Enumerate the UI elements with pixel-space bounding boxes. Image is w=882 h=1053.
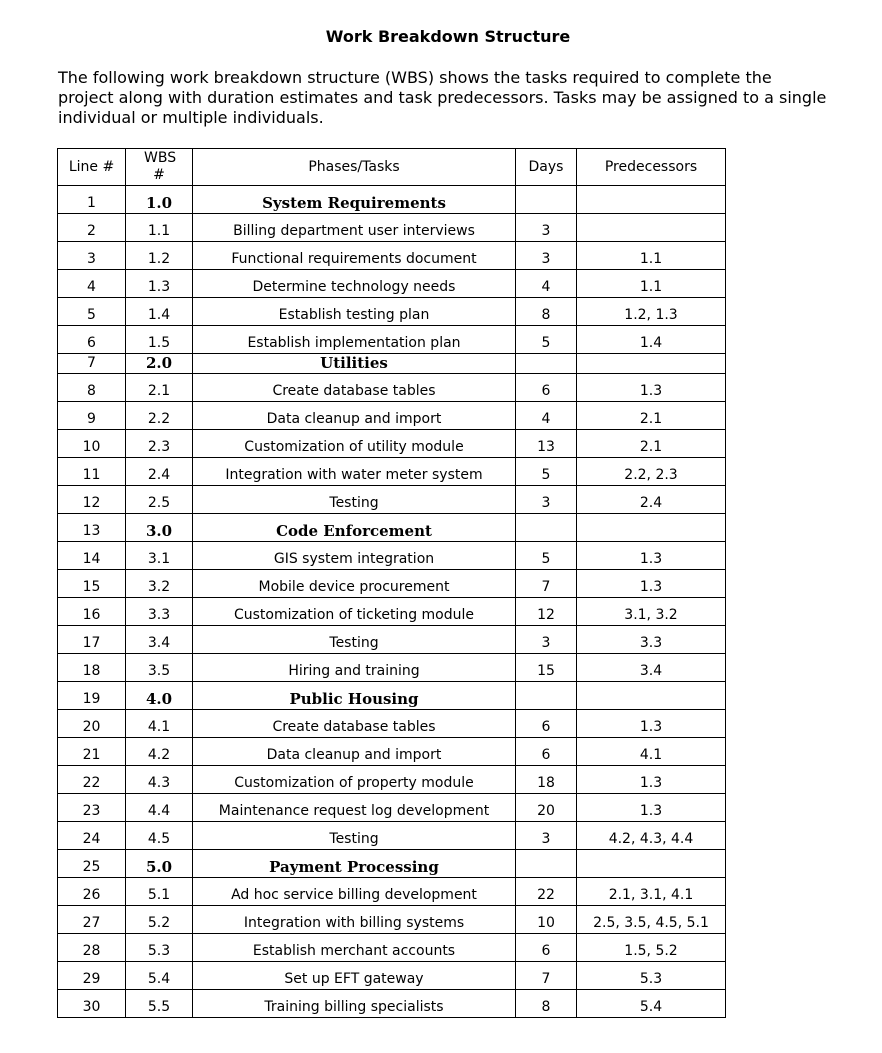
predecessors-cell: 1.1 bbox=[577, 242, 726, 270]
predecessors-cell: 1.1 bbox=[577, 270, 726, 298]
task-row bbox=[58, 486, 726, 514]
predecessors-cell: 2.1, 3.1, 4.1 bbox=[577, 878, 726, 906]
wbs-number-cell: 1.4 bbox=[126, 298, 193, 326]
predecessors-cell bbox=[577, 850, 726, 878]
task-row bbox=[58, 962, 726, 990]
predecessors-cell bbox=[577, 682, 726, 710]
days-cell: 8 bbox=[516, 990, 577, 1018]
line-number-cell: 18 bbox=[58, 654, 126, 682]
days-cell: 5 bbox=[516, 458, 577, 486]
task-row bbox=[58, 766, 726, 794]
days-cell: 18 bbox=[516, 766, 577, 794]
predecessors-cell: 1.3 bbox=[577, 794, 726, 822]
line-number-cell: 14 bbox=[58, 542, 126, 570]
wbs-number-cell: 5.3 bbox=[126, 934, 193, 962]
task-row bbox=[58, 878, 726, 906]
task-name-cell: Integration with billing systems bbox=[193, 906, 516, 934]
wbs-table bbox=[57, 148, 726, 1018]
days-cell bbox=[516, 354, 577, 374]
line-number-cell: 25 bbox=[58, 850, 126, 878]
predecessors-cell: 3.1, 3.2 bbox=[577, 598, 726, 626]
task-name-cell: Data cleanup and import bbox=[193, 402, 516, 430]
days-cell: 10 bbox=[516, 906, 577, 934]
line-number-cell: 21 bbox=[58, 738, 126, 766]
line-number-cell: 27 bbox=[58, 906, 126, 934]
days-cell bbox=[516, 850, 577, 878]
task-row bbox=[58, 598, 726, 626]
phase-row bbox=[58, 354, 726, 374]
predecessors-cell: 2.1 bbox=[577, 430, 726, 458]
task-name-cell: System Requirements bbox=[193, 186, 516, 214]
task-name-cell: Training billing specialists bbox=[193, 990, 516, 1018]
task-row bbox=[58, 430, 726, 458]
line-number-cell: 4 bbox=[58, 270, 126, 298]
header-row bbox=[58, 149, 726, 186]
line-number-cell: 12 bbox=[58, 486, 126, 514]
predecessors-cell: 2.4 bbox=[577, 486, 726, 514]
predecessors-cell: 1.3 bbox=[577, 570, 726, 598]
wbs-number-cell: 5.1 bbox=[126, 878, 193, 906]
days-cell: 4 bbox=[516, 270, 577, 298]
phase-row bbox=[58, 850, 726, 878]
days-cell: 6 bbox=[516, 934, 577, 962]
line-number-cell: 6 bbox=[58, 326, 126, 354]
predecessors-cell: 1.5, 5.2 bbox=[577, 934, 726, 962]
wbs-number-cell: 4.5 bbox=[126, 822, 193, 850]
line-number-cell: 19 bbox=[58, 682, 126, 710]
days-cell bbox=[516, 514, 577, 542]
task-name-cell: Ad hoc service billing development bbox=[193, 878, 516, 906]
task-row bbox=[58, 402, 726, 430]
task-row bbox=[58, 738, 726, 766]
wbs-number-cell: 2.0 bbox=[126, 354, 193, 374]
wbs-number-cell: 1.0 bbox=[126, 186, 193, 214]
predecessors-cell: 3.3 bbox=[577, 626, 726, 654]
header-wbs-number bbox=[126, 149, 193, 186]
task-row bbox=[58, 326, 726, 354]
phase-row bbox=[58, 682, 726, 710]
predecessors-cell bbox=[577, 214, 726, 242]
task-row bbox=[58, 990, 726, 1018]
task-name-cell: Maintenance request log development bbox=[193, 794, 516, 822]
predecessors-cell: 1.3 bbox=[577, 710, 726, 738]
table-body bbox=[58, 186, 726, 1018]
task-name-cell: Testing bbox=[193, 626, 516, 654]
predecessors-cell: 1.3 bbox=[577, 374, 726, 402]
task-name-cell: Establish merchant accounts bbox=[193, 934, 516, 962]
header-days: Days bbox=[516, 149, 577, 186]
task-row bbox=[58, 270, 726, 298]
task-name-cell: Customization of ticketing module bbox=[193, 598, 516, 626]
wbs-number-cell: 4.4 bbox=[126, 794, 193, 822]
line-number-cell: 2 bbox=[58, 214, 126, 242]
predecessors-cell: 5.4 bbox=[577, 990, 726, 1018]
wbs-number-cell: 2.5 bbox=[126, 486, 193, 514]
line-number-cell: 22 bbox=[58, 766, 126, 794]
predecessors-cell: 2.5, 3.5, 4.5, 5.1 bbox=[577, 906, 726, 934]
task-row bbox=[58, 626, 726, 654]
task-row bbox=[58, 710, 726, 738]
line-number-cell: 5 bbox=[58, 298, 126, 326]
wbs-number-cell: 1.1 bbox=[126, 214, 193, 242]
task-name-cell: Testing bbox=[193, 486, 516, 514]
days-cell: 22 bbox=[516, 878, 577, 906]
line-number-cell: 9 bbox=[58, 402, 126, 430]
wbs-number-cell: 4.3 bbox=[126, 766, 193, 794]
task-name-cell: Functional requirements document bbox=[193, 242, 516, 270]
task-row bbox=[58, 542, 726, 570]
wbs-number-cell: 5.5 bbox=[126, 990, 193, 1018]
line-number-cell: 13 bbox=[58, 514, 126, 542]
predecessors-cell bbox=[577, 186, 726, 214]
days-cell: 3 bbox=[516, 626, 577, 654]
task-name-cell: Utilities bbox=[193, 354, 516, 374]
line-number-cell: 23 bbox=[58, 794, 126, 822]
phase-row bbox=[58, 186, 726, 214]
days-cell: 5 bbox=[516, 326, 577, 354]
line-number-cell: 10 bbox=[58, 430, 126, 458]
line-number-cell: 11 bbox=[58, 458, 126, 486]
task-name-cell: Customization of utility module bbox=[193, 430, 516, 458]
task-row bbox=[58, 570, 726, 598]
task-row bbox=[58, 794, 726, 822]
wbs-number-cell: 3.4 bbox=[126, 626, 193, 654]
table-header bbox=[58, 149, 726, 186]
wbs-number-cell: 2.3 bbox=[126, 430, 193, 458]
task-row bbox=[58, 214, 726, 242]
header-phases-tasks: Phases/Tasks bbox=[193, 149, 516, 186]
predecessors-cell: 2.2, 2.3 bbox=[577, 458, 726, 486]
line-number-cell: 30 bbox=[58, 990, 126, 1018]
wbs-number-cell: 3.5 bbox=[126, 654, 193, 682]
line-number-cell: 16 bbox=[58, 598, 126, 626]
predecessors-cell: 4.2, 4.3, 4.4 bbox=[577, 822, 726, 850]
predecessors-cell: 4.1 bbox=[577, 738, 726, 766]
intro-paragraph: The following work breakdown structure (WBS) shows the tasks required to complete the project along with duration estimates and task predecessors. Tasks may be assigned to a single individual or multiple individuals. bbox=[58, 68, 827, 127]
line-number-cell: 3 bbox=[58, 242, 126, 270]
task-name-cell: Integration with water meter system bbox=[193, 458, 516, 486]
task-row bbox=[58, 906, 726, 934]
predecessors-cell: 1.3 bbox=[577, 766, 726, 794]
predecessors-cell bbox=[577, 514, 726, 542]
days-cell: 6 bbox=[516, 374, 577, 402]
task-row bbox=[58, 934, 726, 962]
days-cell bbox=[516, 186, 577, 214]
header-line-number: Line # bbox=[58, 149, 126, 186]
line-number-cell: 24 bbox=[58, 822, 126, 850]
task-name-cell: Billing department user interviews bbox=[193, 214, 516, 242]
task-name-cell: Create database tables bbox=[193, 374, 516, 402]
phase-row bbox=[58, 514, 726, 542]
task-row bbox=[58, 458, 726, 486]
days-cell: 5 bbox=[516, 542, 577, 570]
predecessors-cell: 3.4 bbox=[577, 654, 726, 682]
task-name-cell: GIS system integration bbox=[193, 542, 516, 570]
wbs-number-cell: 2.4 bbox=[126, 458, 193, 486]
predecessors-cell: 1.3 bbox=[577, 542, 726, 570]
wbs-number-cell: 4.2 bbox=[126, 738, 193, 766]
task-name-cell: Public Housing bbox=[193, 682, 516, 710]
task-name-cell: Mobile device procurement bbox=[193, 570, 516, 598]
task-row bbox=[58, 822, 726, 850]
line-number-cell: 17 bbox=[58, 626, 126, 654]
days-cell: 12 bbox=[516, 598, 577, 626]
line-number-cell: 1 bbox=[58, 186, 126, 214]
line-number-cell: 20 bbox=[58, 710, 126, 738]
line-number-cell: 7 bbox=[58, 354, 126, 374]
wbs-number-cell: 5.4 bbox=[126, 962, 193, 990]
predecessors-cell bbox=[577, 354, 726, 374]
document-title: Work Breakdown Structure bbox=[325, 27, 571, 46]
task-row bbox=[58, 298, 726, 326]
days-cell: 3 bbox=[516, 214, 577, 242]
days-cell: 3 bbox=[516, 822, 577, 850]
wbs-number-cell: 2.1 bbox=[126, 374, 193, 402]
line-number-cell: 29 bbox=[58, 962, 126, 990]
predecessors-cell: 5.3 bbox=[577, 962, 726, 990]
days-cell: 8 bbox=[516, 298, 577, 326]
predecessors-cell: 1.2, 1.3 bbox=[577, 298, 726, 326]
wbs-number-cell: 1.5 bbox=[126, 326, 193, 354]
header-predecessors: Predecessors bbox=[577, 149, 726, 186]
days-cell: 6 bbox=[516, 710, 577, 738]
wbs-number-cell: 1.3 bbox=[126, 270, 193, 298]
task-name-cell: Data cleanup and import bbox=[193, 738, 516, 766]
days-cell: 15 bbox=[516, 654, 577, 682]
task-name-cell: Payment Processing bbox=[193, 850, 516, 878]
task-row bbox=[58, 242, 726, 270]
wbs-number-cell: 1.2 bbox=[126, 242, 193, 270]
wbs-number-cell: 3.1 bbox=[126, 542, 193, 570]
line-number-cell: 15 bbox=[58, 570, 126, 598]
wbs-number-cell: 5.0 bbox=[126, 850, 193, 878]
wbs-number-cell: 3.3 bbox=[126, 598, 193, 626]
task-name-cell: Establish implementation plan bbox=[193, 326, 516, 354]
task-name-cell: Customization of property module bbox=[193, 766, 516, 794]
task-name-cell: Testing bbox=[193, 822, 516, 850]
days-cell: 3 bbox=[516, 486, 577, 514]
predecessors-cell: 2.1 bbox=[577, 402, 726, 430]
task-row bbox=[58, 654, 726, 682]
line-number-cell: 28 bbox=[58, 934, 126, 962]
task-row bbox=[58, 374, 726, 402]
task-name-cell: Create database tables bbox=[193, 710, 516, 738]
header-wbs-label: WBS # bbox=[144, 150, 177, 183]
wbs-number-cell: 4.1 bbox=[126, 710, 193, 738]
wbs-number-cell: 2.2 bbox=[126, 402, 193, 430]
wbs-number-cell: 5.2 bbox=[126, 906, 193, 934]
line-number-cell: 26 bbox=[58, 878, 126, 906]
line-number-cell: 8 bbox=[58, 374, 126, 402]
wbs-number-cell: 4.0 bbox=[126, 682, 193, 710]
task-name-cell: Establish testing plan bbox=[193, 298, 516, 326]
wbs-number-cell: 3.2 bbox=[126, 570, 193, 598]
task-name-cell: Code Enforcement bbox=[193, 514, 516, 542]
task-name-cell: Hiring and training bbox=[193, 654, 516, 682]
days-cell bbox=[516, 682, 577, 710]
days-cell: 7 bbox=[516, 962, 577, 990]
task-name-cell: Set up EFT gateway bbox=[193, 962, 516, 990]
days-cell: 3 bbox=[516, 242, 577, 270]
days-cell: 7 bbox=[516, 570, 577, 598]
task-name-cell: Determine technology needs bbox=[193, 270, 516, 298]
days-cell: 4 bbox=[516, 402, 577, 430]
days-cell: 13 bbox=[516, 430, 577, 458]
predecessors-cell: 1.4 bbox=[577, 326, 726, 354]
wbs-number-cell: 3.0 bbox=[126, 514, 193, 542]
days-cell: 6 bbox=[516, 738, 577, 766]
days-cell: 20 bbox=[516, 794, 577, 822]
